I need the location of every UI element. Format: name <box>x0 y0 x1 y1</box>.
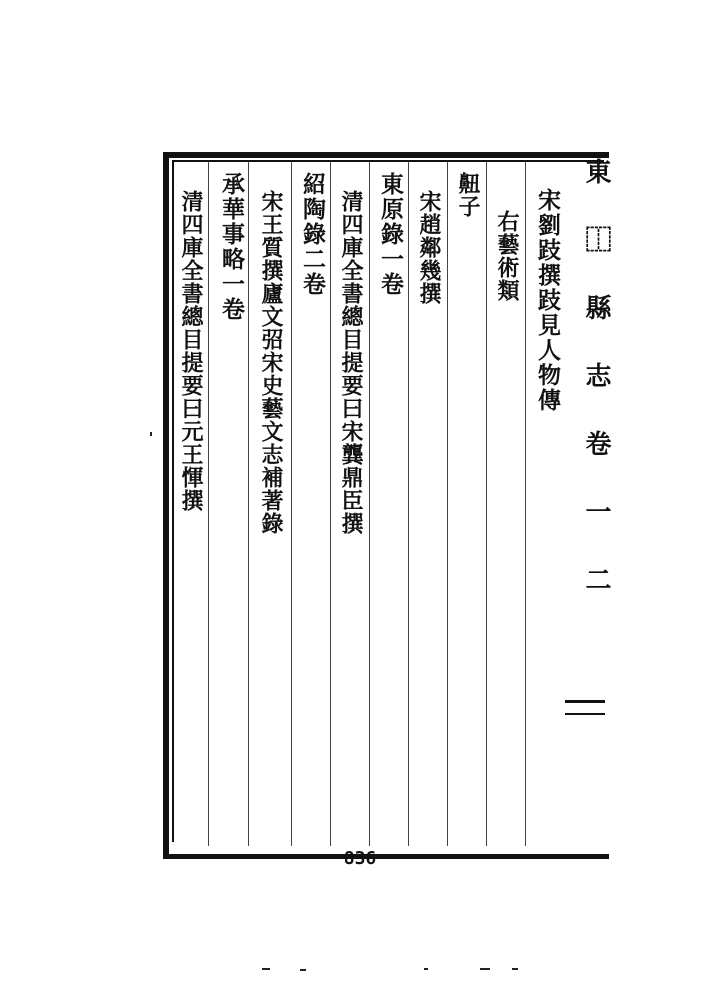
text-column: 䶊子 <box>455 172 481 218</box>
scan-speck <box>150 432 152 436</box>
text-column: 宋劉跂撰跂見人物傳 <box>534 188 561 413</box>
column-rule <box>525 162 526 846</box>
scan-speck <box>424 968 428 970</box>
text-column: 宋王質撰廬文弨宋史藝文志補著錄 <box>258 190 284 535</box>
running-title: 東 ⿰ 縣 志 卷 一 二 <box>581 158 611 598</box>
page-number: 836 <box>343 848 377 869</box>
column-rule <box>208 162 209 846</box>
text-column: 承華事略一卷 <box>218 172 245 322</box>
scan-speck <box>512 968 518 970</box>
column-rule <box>486 162 487 846</box>
fold-mark <box>565 700 605 715</box>
text-column: 右藝術類 <box>494 210 520 302</box>
scan-speck <box>300 969 306 971</box>
column-rule <box>291 162 292 846</box>
text-column: 東原錄一卷 <box>377 172 404 297</box>
scan-speck <box>262 968 270 970</box>
text-column: 紹陶錄二卷 <box>299 172 326 297</box>
column-rule <box>248 162 249 846</box>
column-rule <box>408 162 409 846</box>
text-column: 宋趙鄰幾撰 <box>416 190 442 305</box>
column-rule <box>369 162 370 846</box>
column-rule <box>330 162 331 846</box>
column-rule <box>447 162 448 846</box>
text-column: 清四庫全書總目提要曰元王惲撰 <box>178 190 204 512</box>
scan-speck <box>480 968 490 970</box>
text-column: 清四庫全書總目提要曰宋龔鼎臣撰 <box>338 190 364 535</box>
